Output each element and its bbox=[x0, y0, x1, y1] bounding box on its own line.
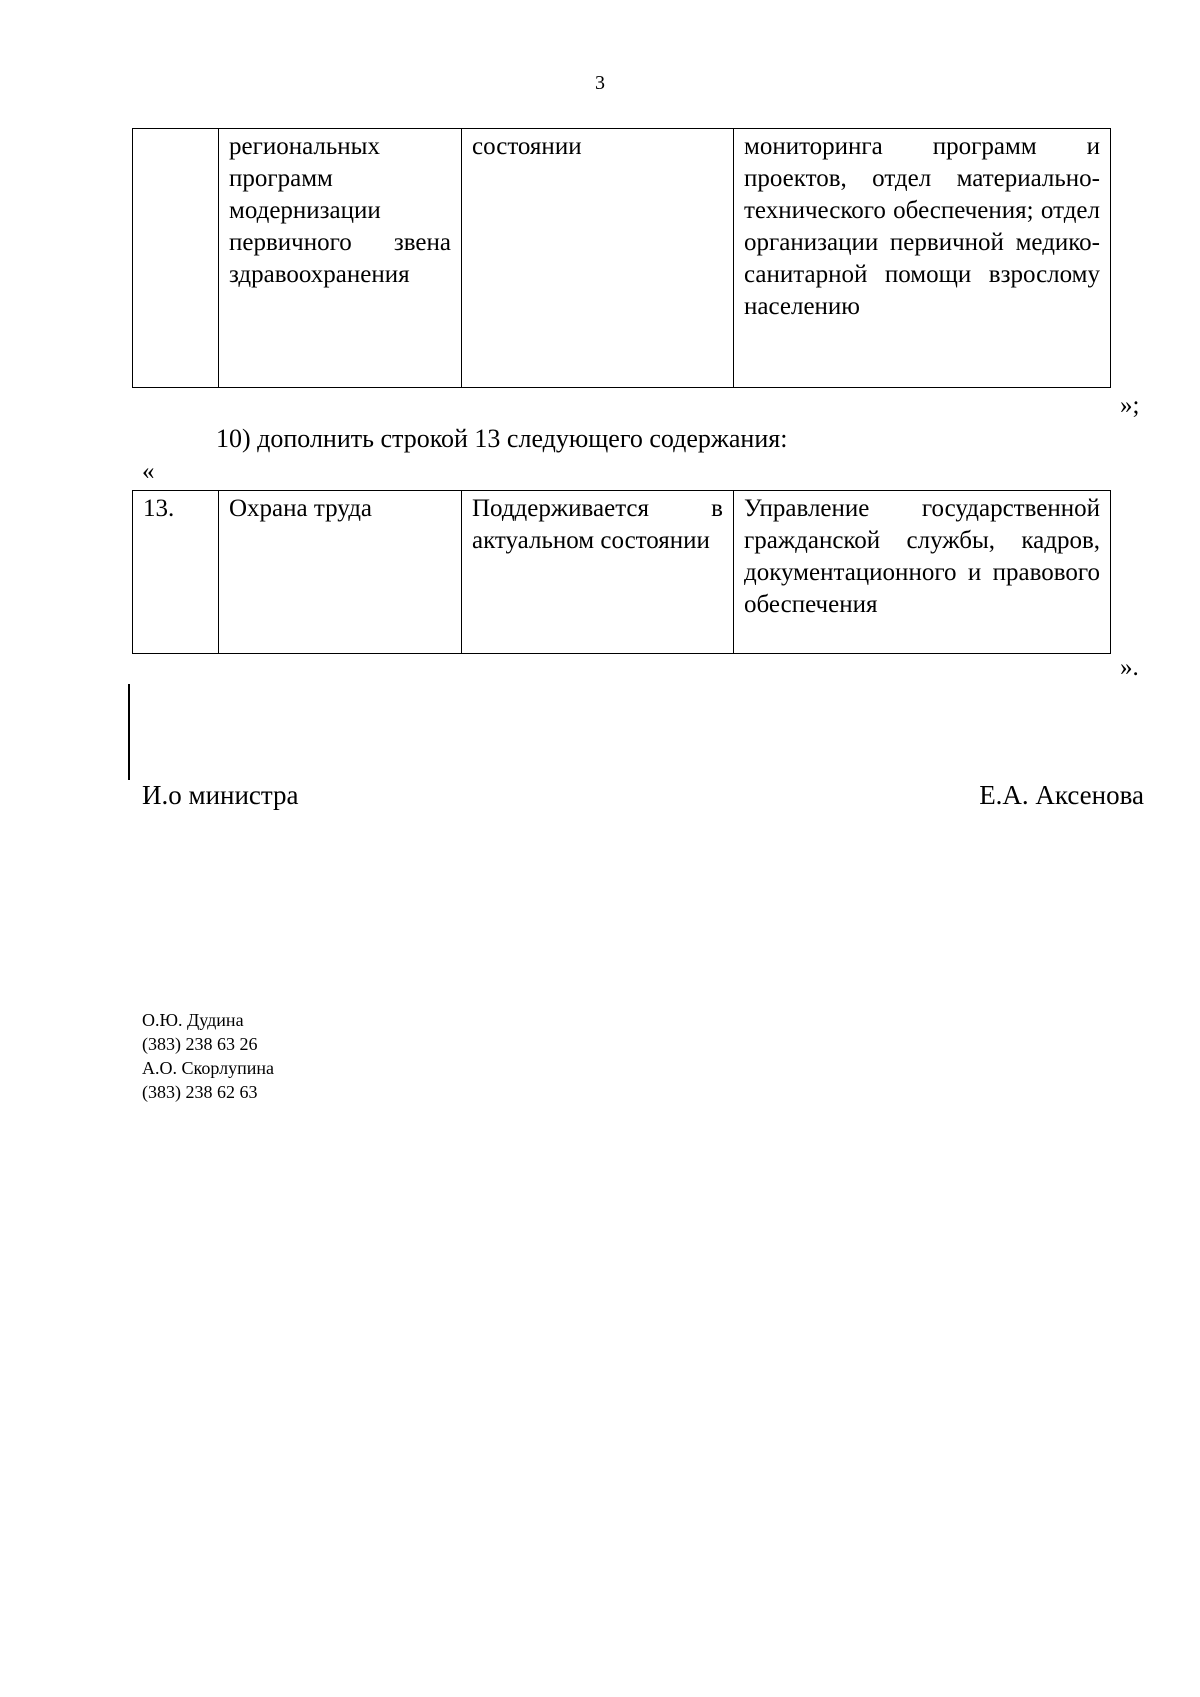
margin-line bbox=[128, 684, 130, 780]
contact-name: О.Ю. Дудина bbox=[142, 1010, 244, 1030]
opening-quote: « bbox=[142, 458, 155, 485]
table-new-row bbox=[132, 490, 1111, 654]
contact-name: А.О. Скорлупина bbox=[142, 1058, 274, 1078]
closing-quote-period: ». bbox=[1120, 654, 1139, 681]
contact-phone: (383) 238 62 63 bbox=[142, 1082, 258, 1102]
cell-name: Охрана труда bbox=[219, 491, 462, 654]
contacts-block bbox=[142, 1008, 274, 1104]
signature-name: Е.А. Аксенова bbox=[979, 780, 1144, 810]
cell-name: региональных программ модернизации первичного звена здравоохранения bbox=[219, 129, 462, 388]
table-row bbox=[133, 129, 1111, 388]
contact-phone: (383) 238 63 26 bbox=[142, 1034, 258, 1054]
cell-number bbox=[133, 129, 219, 388]
cell-responsible: Управление государственной гражданской службы, кадров, документационного и правового обеспечения bbox=[734, 491, 1111, 654]
cell-responsible: мониторинга программ и проектов, отдел материально-технического обеспечения; отдел организации первичной медико-санитарной помощи взрослому населению bbox=[734, 129, 1111, 388]
cell-number: 13. bbox=[133, 491, 219, 654]
signature-position: И.о министра bbox=[142, 780, 299, 810]
table-row bbox=[133, 491, 1111, 654]
cell-status: состоянии bbox=[462, 129, 734, 388]
cell-status: Поддерживается в актуальном состоянии bbox=[462, 491, 734, 654]
page-number: 3 bbox=[595, 72, 605, 94]
table-continuation bbox=[132, 128, 1111, 388]
closing-quote-semicolon: »; bbox=[1120, 392, 1140, 419]
amendment-paragraph: 10) дополнить строкой 13 следующего содержания: bbox=[216, 424, 788, 453]
